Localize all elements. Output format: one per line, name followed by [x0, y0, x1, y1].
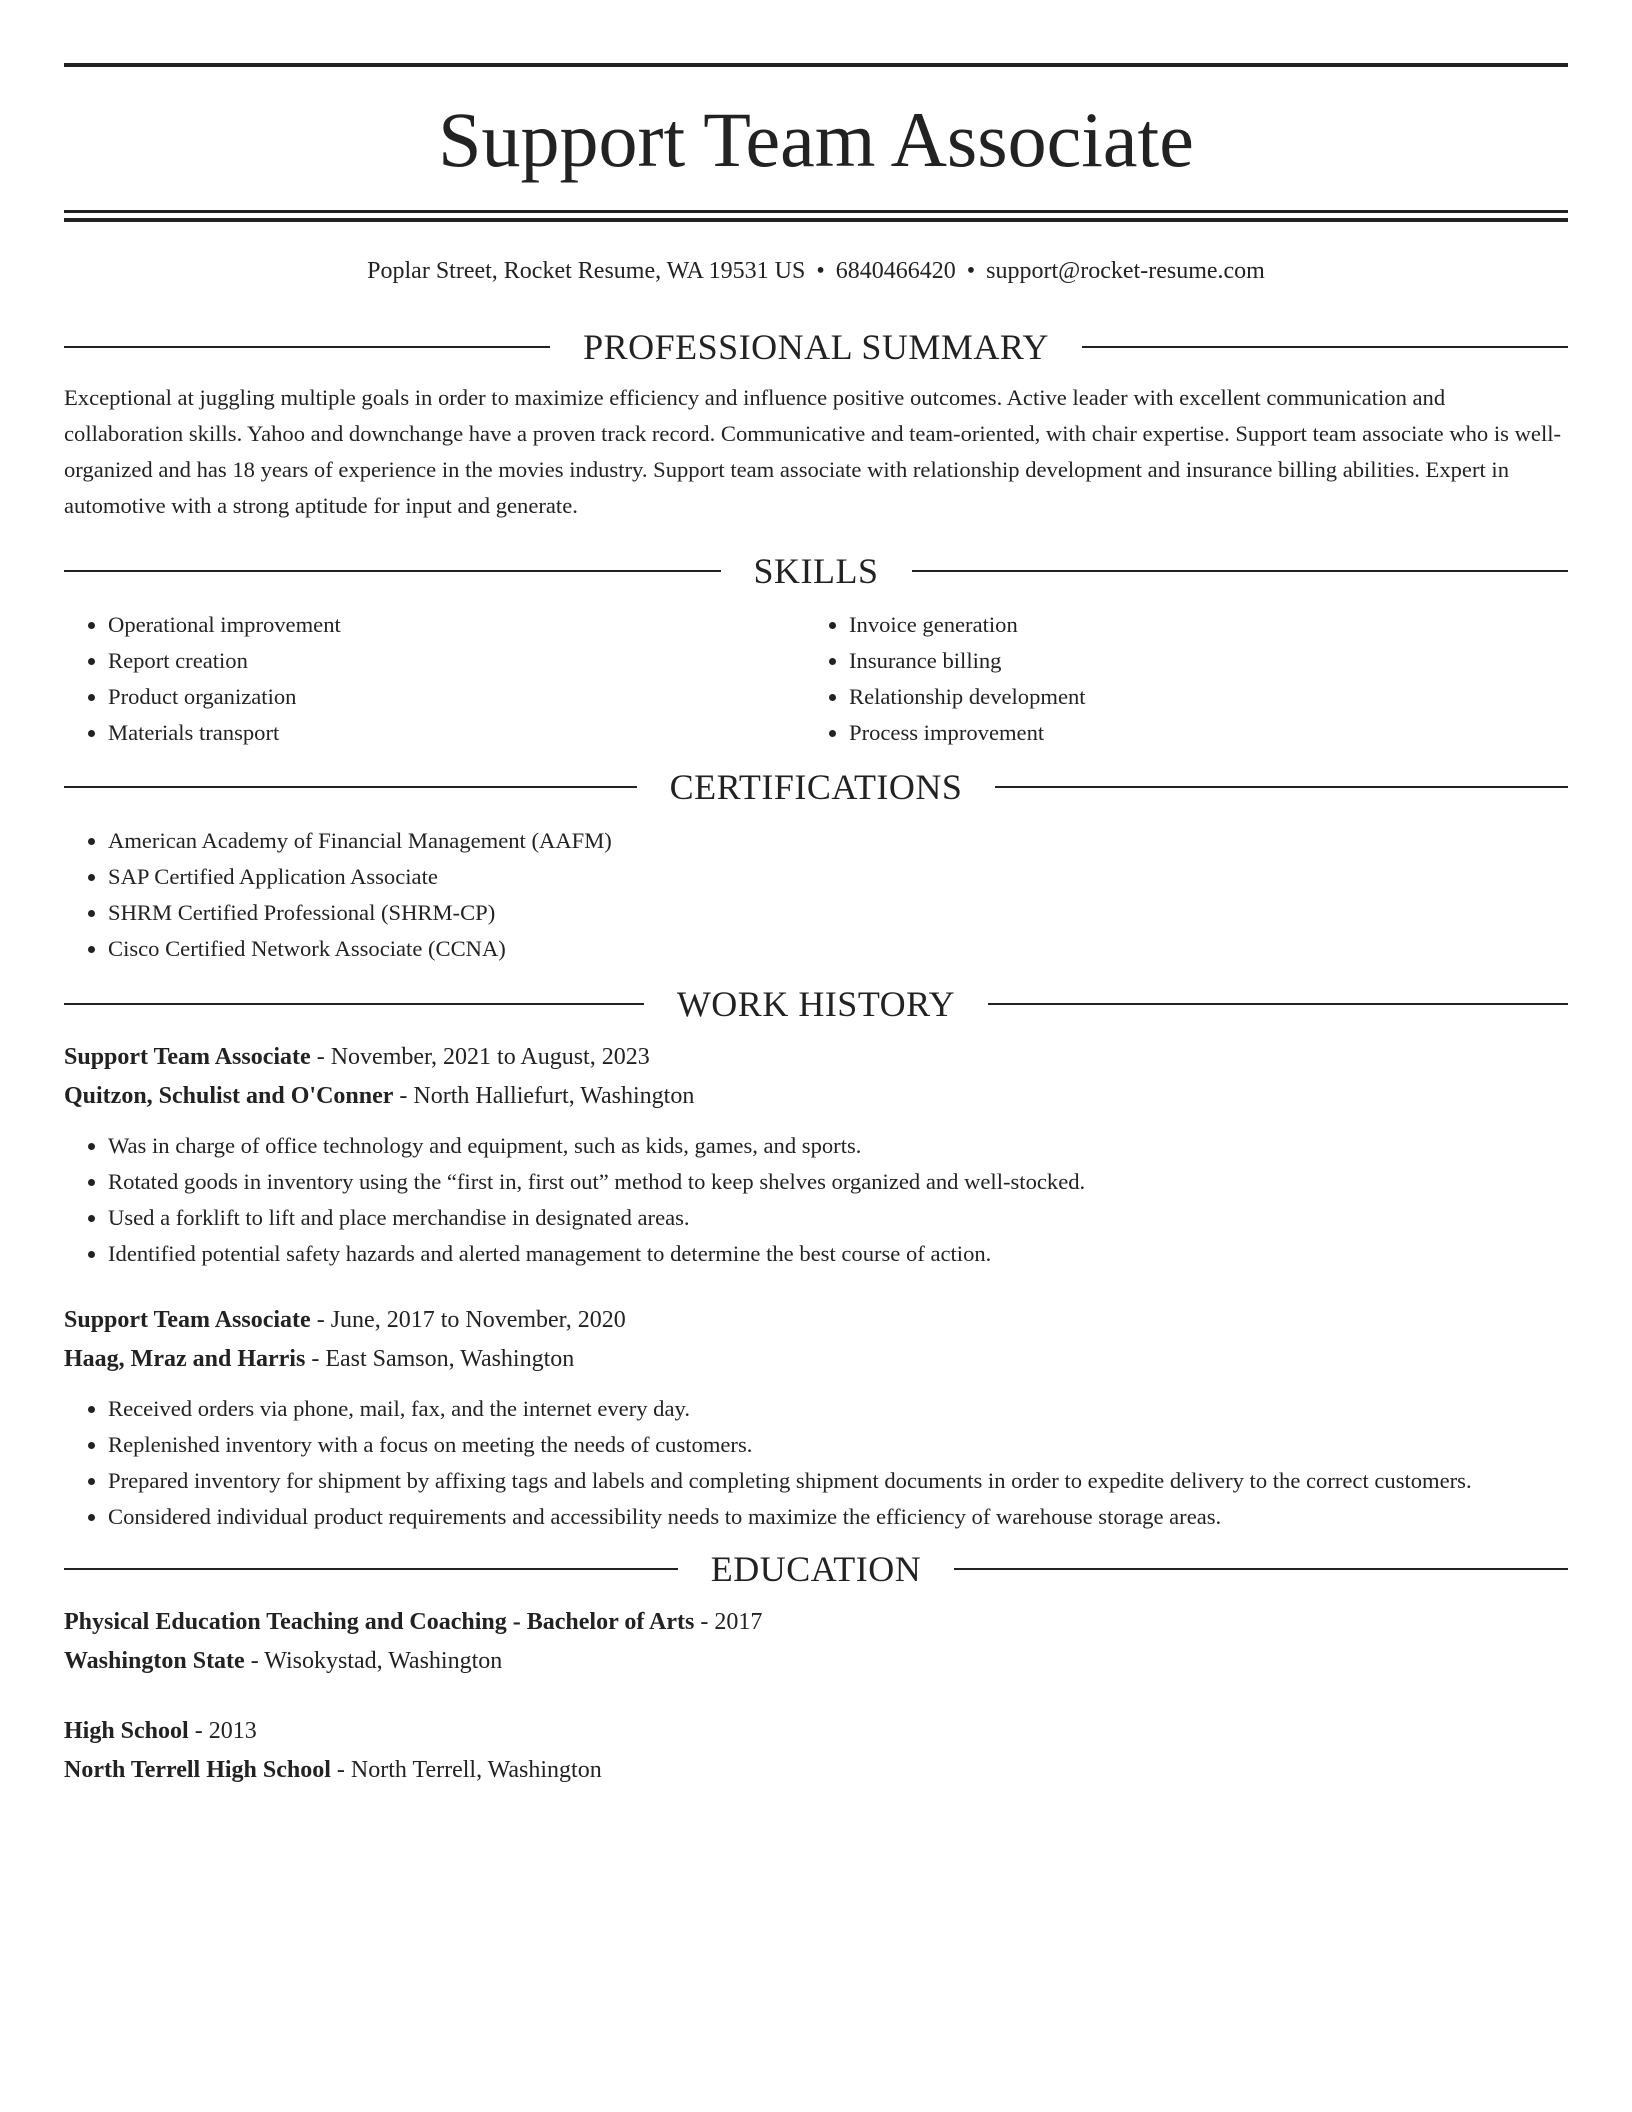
education-entry [64, 1603, 1568, 1681]
education-degree: High School [64, 1718, 189, 1744]
certification-item: • SAP Certified Application Associate [108, 859, 1568, 895]
heading-rule [954, 1568, 1568, 1570]
section-title: PROFESSIONAL SUMMARY [583, 327, 1049, 367]
skill-item: • Invoice generation [849, 607, 1546, 643]
job-location: East Samson, Washington [325, 1346, 575, 1372]
certification-item: • Cisco Certified Network Associate (CCNA) [108, 931, 1568, 967]
section-title: SKILLS [753, 551, 879, 591]
heading-rule [912, 570, 1569, 572]
skills-column-left [64, 607, 805, 751]
contact-address: Poplar Street, Rocket Resume, WA 19531 US [367, 258, 806, 284]
contact-separator: • [816, 258, 825, 284]
education-degree-line: High School - 2013 [64, 1718, 257, 1744]
education-degree-line: Physical Education Teaching and Coaching - Bachelor of Arts - 2017 [64, 1609, 763, 1635]
education-school: North Terrell High School [64, 1757, 331, 1783]
job-bullet: • Rotated goods in inventory using the “first in, first out” method to keep shelves organized and well-stocked. [108, 1164, 1568, 1200]
section-heading-summary [64, 325, 1568, 369]
education-location: Wisokystad, Washington [264, 1648, 503, 1674]
double-rule [64, 210, 1568, 222]
top-rule [64, 63, 1568, 67]
section-title: CERTIFICATIONS [669, 767, 963, 807]
skill-item: • Report creation [108, 643, 805, 679]
contact-email: support@rocket-resume.com [986, 258, 1265, 284]
summary-text: Exceptional at juggling multiple goals in order to maximize efficiency and influence positive outcomes. Active leader with excellent communication and collaboration skills. Yahoo and downchange have a proven track record. Communicative and team-oriented, with chair expertise. Support team associate who is well-organized and has 18 years of experience in the movies industry. Support team associate with relationship development and insurance billing abilities. Expert in automotive with a strong aptitude for input and generate. [64, 385, 1562, 518]
skill-item: • Operational improvement [108, 607, 805, 643]
education-degree: Physical Education Teaching and Coaching - Bachelor of Arts [64, 1609, 695, 1635]
job-entry [64, 1301, 1568, 1535]
section-heading-education [64, 1547, 1568, 1591]
skill-item: • Materials transport [108, 715, 805, 751]
job-title: Support Team Associate [64, 1307, 311, 1333]
education-year: 2017 [714, 1609, 763, 1635]
heading-rule [64, 1003, 644, 1005]
section-title: WORK HISTORY [676, 984, 956, 1024]
skill-item: • Relationship development [849, 679, 1546, 715]
skills-list [64, 607, 1568, 751]
skills-column-right [805, 607, 1546, 751]
contact-separator: • [966, 258, 976, 284]
job-title: Support Team Associate [64, 1044, 311, 1070]
section-heading-work-history [64, 982, 1568, 1026]
job-company-line: Quitzon, Schulist and O'Conner - North Halliefurt, Washington [64, 1083, 695, 1109]
contact-phone: 6840466420 [835, 258, 956, 284]
section-heading-certifications [64, 765, 1568, 809]
job-bullets [64, 1128, 1568, 1272]
heading-rule [64, 346, 550, 348]
skill-item: • Process improvement [849, 715, 1546, 751]
heading-rule [1082, 346, 1568, 348]
job-bullet: • Identified potential safety hazards and alerted management to determine the best course of action. [108, 1236, 1568, 1272]
skill-item: • Insurance billing [849, 643, 1546, 679]
job-bullet: • Considered individual product requirements and accessibility needs to maximize the efficiency of warehouse storage areas. [108, 1499, 1568, 1535]
heading-rule [988, 1003, 1568, 1005]
heading-rule [64, 570, 721, 572]
education-entry [64, 1712, 1568, 1790]
section-heading-skills [64, 549, 1568, 593]
certifications-list [64, 823, 1568, 967]
job-entry [64, 1038, 1568, 1272]
job-title-line: Support Team Associate - November, 2021 to August, 2023 [64, 1044, 650, 1070]
job-location: North Halliefurt, Washington [413, 1083, 695, 1109]
resume-name: Support Team Associate [438, 96, 1194, 183]
certification-item: • SHRM Certified Professional (SHRM-CP) [108, 895, 1568, 931]
heading-rule [995, 786, 1568, 788]
job-bullets [64, 1391, 1568, 1535]
education-school-line: North Terrell High School - North Terrell, Washington [64, 1757, 602, 1783]
contact-line [64, 259, 1568, 289]
job-title-line: Support Team Associate - June, 2017 to November, 2020 [64, 1307, 626, 1333]
job-bullet: • Replenished inventory with a focus on meeting the needs of customers. [108, 1427, 1568, 1463]
education-school: Washington State [64, 1648, 245, 1674]
education-year: 2013 [208, 1718, 257, 1744]
heading-rule [64, 786, 637, 788]
education-location: North Terrell, Washington [350, 1757, 602, 1783]
job-company-line: Haag, Mraz and Harris - East Samson, Washington [64, 1346, 575, 1372]
job-bullet: • Prepared inventory for shipment by affixing tags and labels and completing shipment documents in order to expedite delivery to the correct customers. [108, 1463, 1568, 1499]
section-title: EDUCATION [710, 1549, 922, 1589]
heading-rule [64, 1568, 678, 1570]
job-company: Quitzon, Schulist and O'Conner [64, 1083, 394, 1109]
job-bullet: • Was in charge of office technology and equipment, such as kids, games, and sports. [108, 1128, 1568, 1164]
job-bullet: • Received orders via phone, mail, fax, and the internet every day. [108, 1391, 1568, 1427]
job-dates: June, 2017 to November, 2020 [330, 1307, 626, 1333]
job-bullet: • Used a forklift to lift and place merchandise in designated areas. [108, 1200, 1568, 1236]
education-school-line: Washington State - Wisokystad, Washington [64, 1648, 503, 1674]
job-dates: November, 2021 to August, 2023 [330, 1044, 650, 1070]
skill-item: • Product organization [108, 679, 805, 715]
job-company: Haag, Mraz and Harris [64, 1346, 306, 1372]
certification-item: • American Academy of Financial Management (AAFM) [108, 823, 1568, 859]
